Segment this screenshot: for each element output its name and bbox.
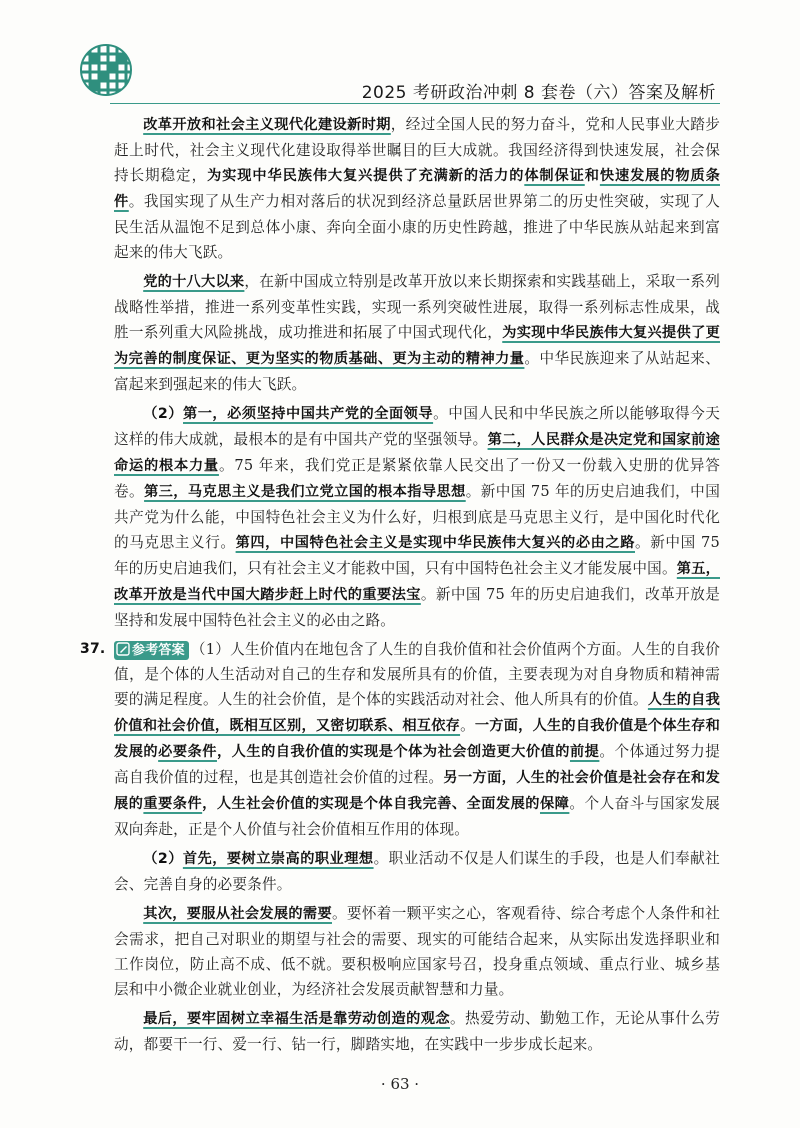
- text-run: 。: [460, 717, 475, 734]
- text-run: 。新中国 75 年的历史启迪我们，只有社会主义才能救中国，只有中国特色社会主义才能发展中国。: [114, 534, 721, 577]
- text-run: 。职业活动不仅是人们谋生的手段，也是人们奉献社会、完善自身的必要条件。: [114, 850, 720, 893]
- text-run: （1）人生价值内在地包含了人生的自我价值和社会价值两个方面。人生的自我价值，是个体的人生活动对自己的生存和发展所具有的价值，主要表现为对自身物质和精神需要的满足程度。人生的社会价值，是个体的实践活动对社会、他人所具有的价值。: [114, 641, 720, 708]
- page-content: [80, 112, 721, 1061]
- bold-phrase: ，人生社会价值的实现是个体自我完善、全面发展的: [202, 796, 540, 812]
- text-run: 。热爱劳动、勤勉工作，无论从事什么劳动，都要干一行、爱一行、钻一行，脚踏实地，在实践中一步步成长起来。: [114, 1010, 721, 1053]
- bold-phrase: 一方面，人生的自我价值是个体生存和发展的: [114, 718, 720, 760]
- text-run: 。新中国 75 年的历史启迪我们，改革开放是坚持和发展中国特色社会主义的必由之路。: [114, 586, 721, 629]
- paragraph-social-needs: [114, 901, 720, 1002]
- highlight-phrase: 第二，人民群众是决定党和国家前途命运的根本力量: [114, 432, 720, 474]
- highlight-phrase: 第一，必须坚持中国共产党的全面领导: [183, 406, 434, 422]
- question-37-answer: [80, 637, 721, 1057]
- highlight-phrase: 必要条件: [158, 744, 217, 760]
- highlight-phrase: 最后，要牢固树立幸福生活是靠劳动创造的观念: [143, 1011, 450, 1027]
- bold-phrase: 另一方面，人生的社会价值是社会存在和发展的: [114, 770, 720, 812]
- highlight-phrase: 快速发展的物质条件: [114, 168, 720, 210]
- highlight-phrase: 第四，中国特色社会主义是实现中华民族伟大复兴的必由之路: [235, 535, 635, 551]
- header-title: 2025 考研政治冲刺 8 套卷（六）答案及解析: [361, 83, 716, 103]
- text-run: 。要怀着一颗平实之心，客观看待、综合考虑个人条件和社会需求，把自己对职业的期望与社会的需要、现实的可能结合起来，从实际出发选择职业和工作岗位，防止高不成、低不就。要积极响应国家号召，投身重点领域、重点行业、城乡基层和中小微企业就业创业，为经济社会发展贡献智慧和力量。: [114, 905, 720, 998]
- page-number: · 63 ·: [380, 1075, 420, 1093]
- highlight-phrase: 其次，要服从社会发展的需要: [143, 906, 332, 922]
- bold-phrase: 为实现中华民族伟大复兴提供了充满新的活力的: [207, 168, 525, 184]
- highlight-phrase: 第五，改革开放是当代中国大踏步赶上时代的重要法宝: [114, 561, 720, 603]
- text-run: 。中华民族迎来了从站起来、富起来到强起来的伟大飞跃。: [114, 350, 720, 393]
- paragraph-five-lessons: [114, 401, 720, 633]
- paragraph-life-value: [114, 637, 720, 842]
- highlight-phrase: 保障: [539, 796, 570, 812]
- highlight-phrase: 首先，要树立崇高的职业理想: [182, 851, 374, 867]
- highlight-phrase: 重要条件: [143, 796, 203, 812]
- text-run: ，在新中国成立特别是改革开放以来长期探索和实践基础上，采取一系列战略性举措，推进一系列变革性实践，实现一系列突破性进展，取得一系列标志性成果，战胜一系列重大风险挑战，成功推进和拓展了中国式现代化，: [114, 273, 721, 341]
- globe-logo-icon: [78, 42, 134, 98]
- sub-question-label: （2）: [143, 851, 183, 867]
- highlight-phrase: 第三，马克思主义是我们立党立国的根本指导思想: [144, 484, 466, 500]
- text-run: ，经过全国人民的努力奋斗，党和人民事业大踏步赶上时代，社会主义现代化建设取得举世瞩目的巨大成就。我国经济得到快速发展，社会保持长期稳定，: [114, 116, 720, 184]
- text-run: 。新中国 75 年的历史启迪我们，中国共产党为什么能，中国特色社会主义为什么好，归根到底是马克思主义行，是中国化时代化的马克思主义行。: [114, 483, 720, 551]
- highlight-phrase: 为实现中华民族伟大复兴提供了更为完善的制度保证、更为坚实的物质基础、更为主动的精神力量: [114, 325, 720, 367]
- paragraph-career-ideal: [114, 846, 720, 897]
- highlight-phrase: 党的十八大以来: [143, 274, 245, 290]
- paragraph-labor-happiness: [114, 1006, 720, 1057]
- reference-answer-badge: [114, 641, 189, 660]
- paragraph-18th-congress: [114, 269, 720, 397]
- pen-icon: [116, 642, 130, 656]
- bold-phrase: 和: [584, 168, 600, 184]
- text-run: 。个体通过努力提高自我价值的过程，也是其创造社会价值的过程。: [114, 743, 720, 786]
- text-run: 。个人奋斗与国家发展双向奔赴，正是个人价值与社会价值相互作用的体现。: [114, 795, 721, 838]
- text-run: 。75 年来，我们党正是紧紧依靠人民交出了一份又一份载入史册的优异答卷。: [114, 457, 721, 500]
- sub-question-label: （2）: [143, 406, 184, 422]
- paragraph-reform-era: [114, 112, 720, 265]
- highlight-phrase: 体制保证: [524, 168, 585, 184]
- text-run: 。我国实现了从生产力相对落后的状况到经济总量跃居世界第二的历史性突破，实现了人民生活从温饱不足到总体小康、奔向全面小康的历史性跨越，推进了中华民族从站起来到富起来的伟大飞跃。: [114, 193, 720, 261]
- bold-phrase: ，人生的自我价值的实现是个体为社会创造更大价值的: [216, 744, 570, 760]
- question-number: 37.: [80, 641, 106, 657]
- highlight-phrase: 前提: [569, 744, 600, 760]
- text-run: 。中国人民和中华民族之所以能够取得今天这样的伟大成就，最根本的是有中国共产党的坚强领导。: [114, 405, 720, 448]
- highlight-phrase: 人生的自我价值和社会价值，既相互区别，又密切联系、相互依存: [114, 692, 720, 734]
- highlight-phrase: 改革开放和社会主义现代化建设新时期: [143, 117, 391, 133]
- badge-label: 参考答案: [132, 642, 185, 658]
- header-divider: [110, 103, 720, 104]
- page-header: [0, 0, 800, 110]
